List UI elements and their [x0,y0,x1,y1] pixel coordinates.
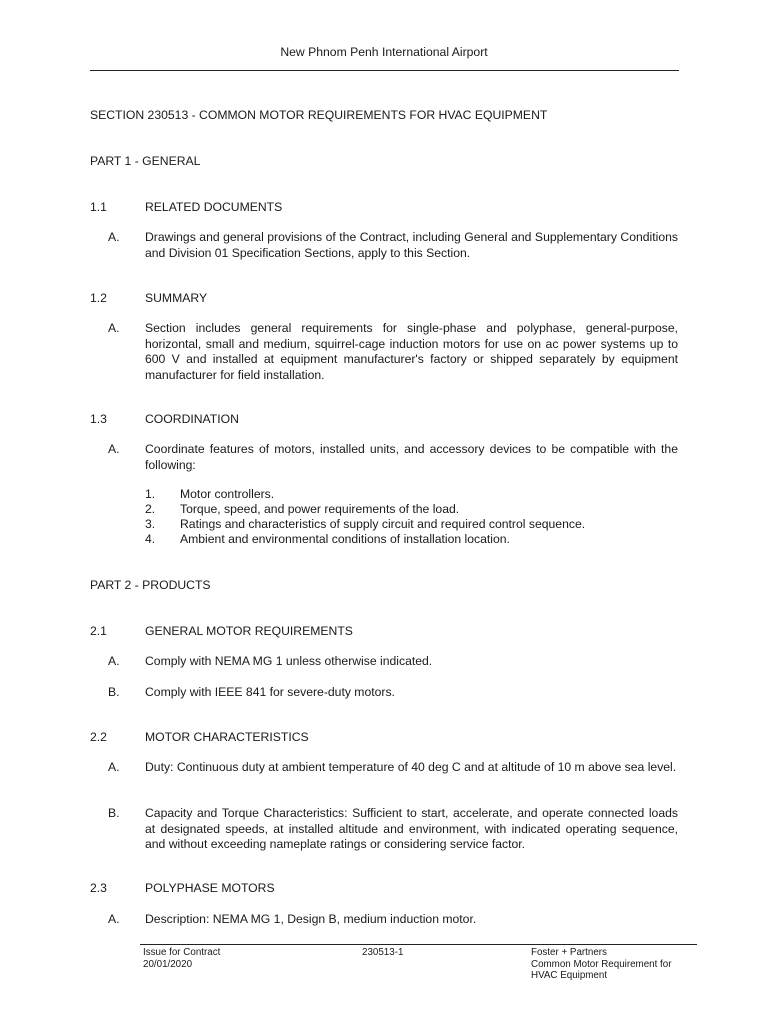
section-2-1-a-letter: A. [108,654,120,668]
section-2-3-number: 2.3 [90,881,107,895]
section-2-1-number: 2.1 [90,624,107,638]
section-1-2-number: 1.2 [90,291,107,305]
list-item-text: Motor controllers. [180,487,275,501]
footer-firm-name: Foster + Partners [531,947,607,958]
footer-page-number: 230513-1 [362,947,404,958]
list-item-text: Torque, speed, and power requirements of the load. [180,502,460,516]
section-1-3-a-text: Coordinate features of motors, installed units, and accessory devices to be compatible with the following: [145,442,678,472]
list-item-number: 4. [145,532,156,546]
section-1-2-heading: SUMMARY [145,291,208,305]
section-1-3-heading: COORDINATION [145,412,239,426]
list-item-number: 1. [145,487,156,501]
section-2-1-heading: GENERAL MOTOR REQUIREMENTS [145,624,353,638]
part-1-title: PART 1 - GENERAL [90,154,201,168]
section-2-2-number: 2.2 [90,730,107,744]
list-item-number: 3. [145,517,156,531]
header-divider [90,70,679,71]
section-title: SECTION 230513 - COMMON MOTOR REQUIREMENTS FOR HVAC EQUIPMENT [90,108,548,122]
footer-issue-block [143,947,220,970]
section-1-3-number: 1.3 [90,412,107,426]
section-2-1-a-text: Comply with NEMA MG 1 unless otherwise indicated. [145,654,433,668]
part-2-title: PART 2 - PRODUCTS [90,578,211,592]
list-item-number: 2. [145,502,156,516]
section-2-2-b-text: Capacity and Torque Characteristics: Sufficient to start, accelerate, and operate connected loads at designated speeds, at installed altitude and environment, with indicated operating sequence, and without exceeding nameplate ratings or considering service factor. [145,806,678,851]
section-2-2-a-letter: A. [108,760,120,774]
footer-doc-title-line1: Common Motor Requirement for [531,958,672,970]
section-1-1-a-letter: A. [108,230,120,244]
page-header-title: New Phnom Penh International Airport [280,45,488,59]
section-2-2-a-text: Duty: Continuous duty at ambient temperature of 40 deg C and at altitude of 10 m above sea level. [145,760,677,774]
list-item-text: Ratings and characteristics of supply circuit and required control sequence. [180,517,586,531]
section-2-1-b-letter: B. [108,685,120,699]
footer-doc-title-line2: HVAC Equipment [531,970,608,981]
section-2-2-heading: MOTOR CHARACTERISTICS [145,730,309,744]
section-2-3-heading: POLYPHASE MOTORS [145,881,275,895]
section-1-1-heading: RELATED DOCUMENTS [145,200,283,214]
footer-divider [140,944,697,945]
section-1-3-a-letter: A. [108,442,120,456]
section-2-3-a-letter: A. [108,912,120,926]
list-item-text: Ambient and environmental conditions of installation location. [180,532,510,546]
section-2-2-b-letter: B. [108,806,120,820]
section-1-2-a-letter: A. [108,321,120,335]
footer-firm-block [531,947,671,982]
section-2-1-b-text: Comply with IEEE 841 for severe-duty motors. [145,685,395,699]
section-1-1-number: 1.1 [90,200,107,214]
footer-issue-status: Issue for Contract [143,947,221,958]
section-2-3-a-text: Description: NEMA MG 1, Design B, medium induction motor. [145,912,477,926]
section-1-1-a-text: Drawings and general provisions of the Contract, including General and Supplementary Conditions and Division 01 Specification Sections, apply to this Section. [145,230,678,260]
footer-issue-date: 20/01/2020 [143,958,193,970]
section-1-2-a-text: Section includes general requirements for single-phase and polyphase, general-purpose, horizontal, small and medium, squirrel-cage induction motors for use on ac power systems up to 600 V and installed at equipment manufacturer's factory or shipped separately by equipment manufacturer for field installation. [145,321,678,382]
